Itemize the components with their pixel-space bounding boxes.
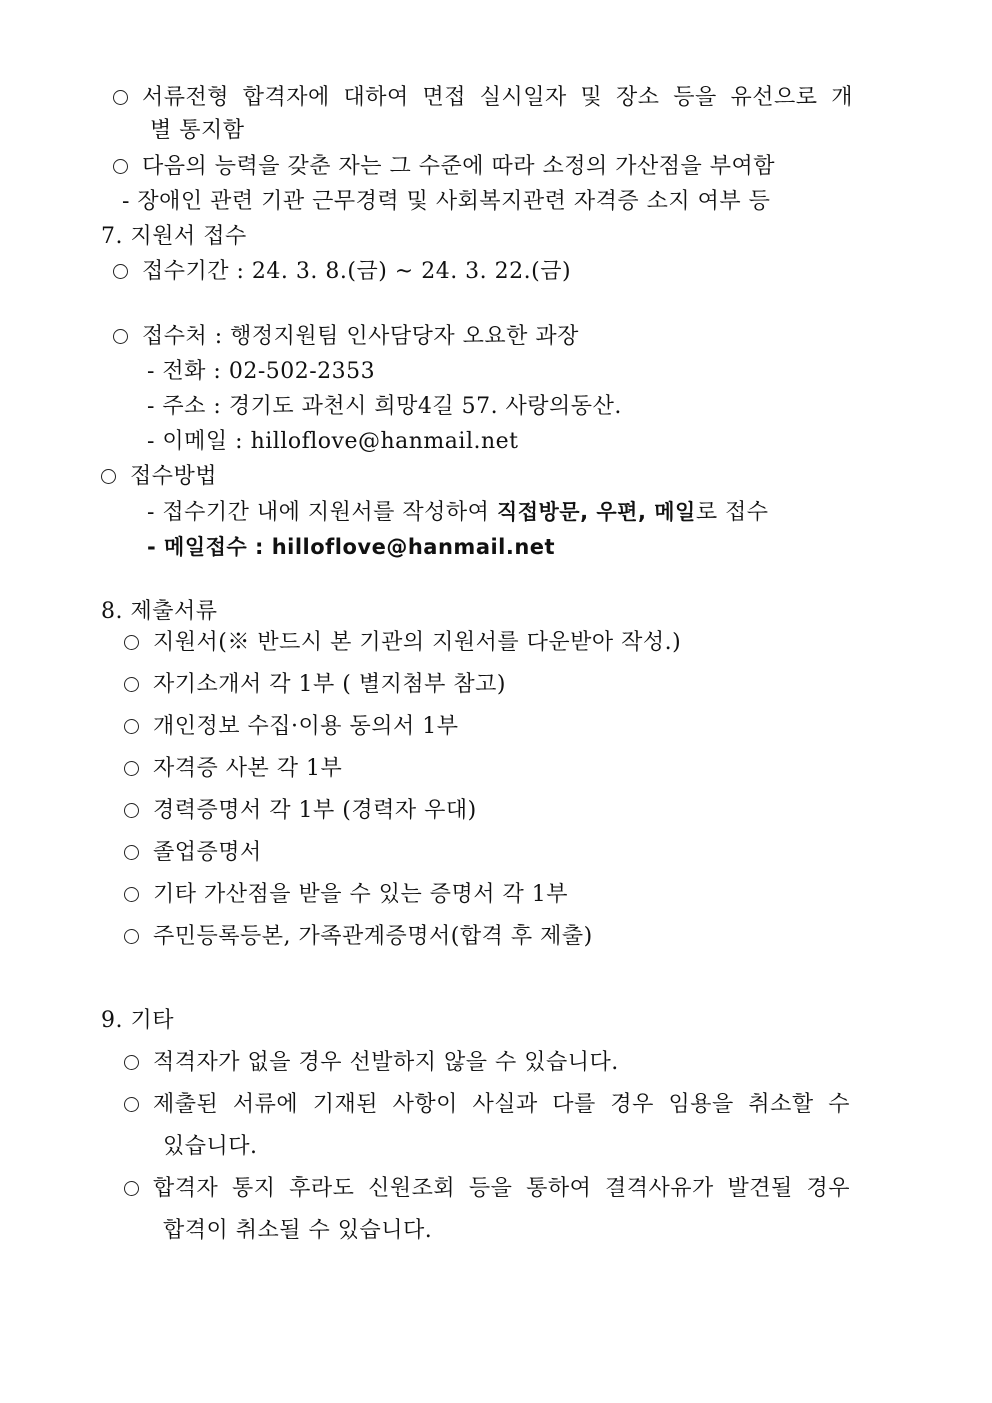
s7-mail-submit: - 메일접수 : hilloflove@hanmail.net [147,535,556,559]
circle-bullet-icon [124,719,139,734]
s6-item2-sub: - 장애인 관련 기관 근무경력 및 사회복지관련 자격증 소지 여부 등 [122,189,771,214]
circle-bullet-icon [101,469,116,484]
s6-item1-line1: 서류전형 합격자에 대하여 면접 실시일자 및 장소 등을 유선으로 개 [113,83,853,113]
s9-item1: 적격자가 없을 경우 선발하지 않을 수 있습니다. [124,1048,619,1078]
circle-bullet-icon [124,677,139,692]
s6-item2: 다음의 능력을 갖춘 자는 그 수준에 따라 소정의 가산점을 부여함 [113,152,775,182]
s8-item: 기타 가산점을 받을 수 있는 증명서 각 1부 [124,880,568,910]
circle-bullet-icon [113,90,128,105]
s7-heading: 7. 지원서 접수 [101,224,247,249]
s8-item: 자기소개서 각 1부 ( 별지첨부 참고) [124,670,506,700]
s8-item: 자격증 사본 각 1부 [124,754,342,784]
circle-bullet-icon [124,845,139,860]
s7-place: 접수처 : 행정지원팀 인사담당자 오요한 과장 [113,322,579,352]
s9-heading: 9. 기타 [101,1008,174,1033]
circle-bullet-icon [124,803,139,818]
s8-heading: 8. 제출서류 [101,599,218,624]
circle-bullet-icon [124,761,139,776]
s7-address: - 주소 : 경기도 과천시 희망4길 57. 사랑의동산. [147,394,622,419]
circle-bullet-icon [124,1055,139,1070]
s8-item: 지원서(※ 반드시 본 기관의 지원서를 다운받아 작성.) [124,628,681,658]
s9-item2-line1: 제출된 서류에 기재된 사항이 사실과 다를 경우 임용을 취소할 수 [124,1090,850,1120]
s8-item: 경력증명서 각 1부 (경력자 우대) [124,796,477,826]
s7-method-detail: - 접수기간 내에 지원서를 작성하여 직접방문, 우편, 메일로 접수 [147,500,769,525]
circle-bullet-icon [124,929,139,944]
s8-item: 개인정보 수집·이용 동의서 1부 [124,712,459,742]
s9-item3-line1: 합격자 통지 후라도 신원조회 등을 통하여 결격사유가 발견될 경우 [124,1174,850,1204]
circle-bullet-icon [113,329,128,344]
s7-method: 접수방법 [101,462,217,492]
s7-period: 접수기간 : 24. 3. 8.(금) ~ 24. 3. 22.(금) [113,257,571,287]
circle-bullet-icon [124,1181,139,1196]
circle-bullet-icon [124,635,139,650]
s9-item2-line2: 있습니다. [163,1134,258,1159]
s8-item: 주민등록등본, 가족관계증명서(합격 후 제출) [124,922,593,952]
circle-bullet-icon [113,264,128,279]
s9-item3-line2: 합격이 취소될 수 있습니다. [163,1218,433,1243]
s7-email: - 이메일 : hilloflove@hanmail.net [147,429,519,454]
circle-bullet-icon [113,159,128,174]
s8-item: 졸업증명서 [124,838,262,868]
s6-item1-line2: 별 통지함 [150,118,245,143]
circle-bullet-icon [124,1097,139,1112]
s7-phone: - 전화 : 02-502-2353 [147,359,376,384]
circle-bullet-icon [124,887,139,902]
